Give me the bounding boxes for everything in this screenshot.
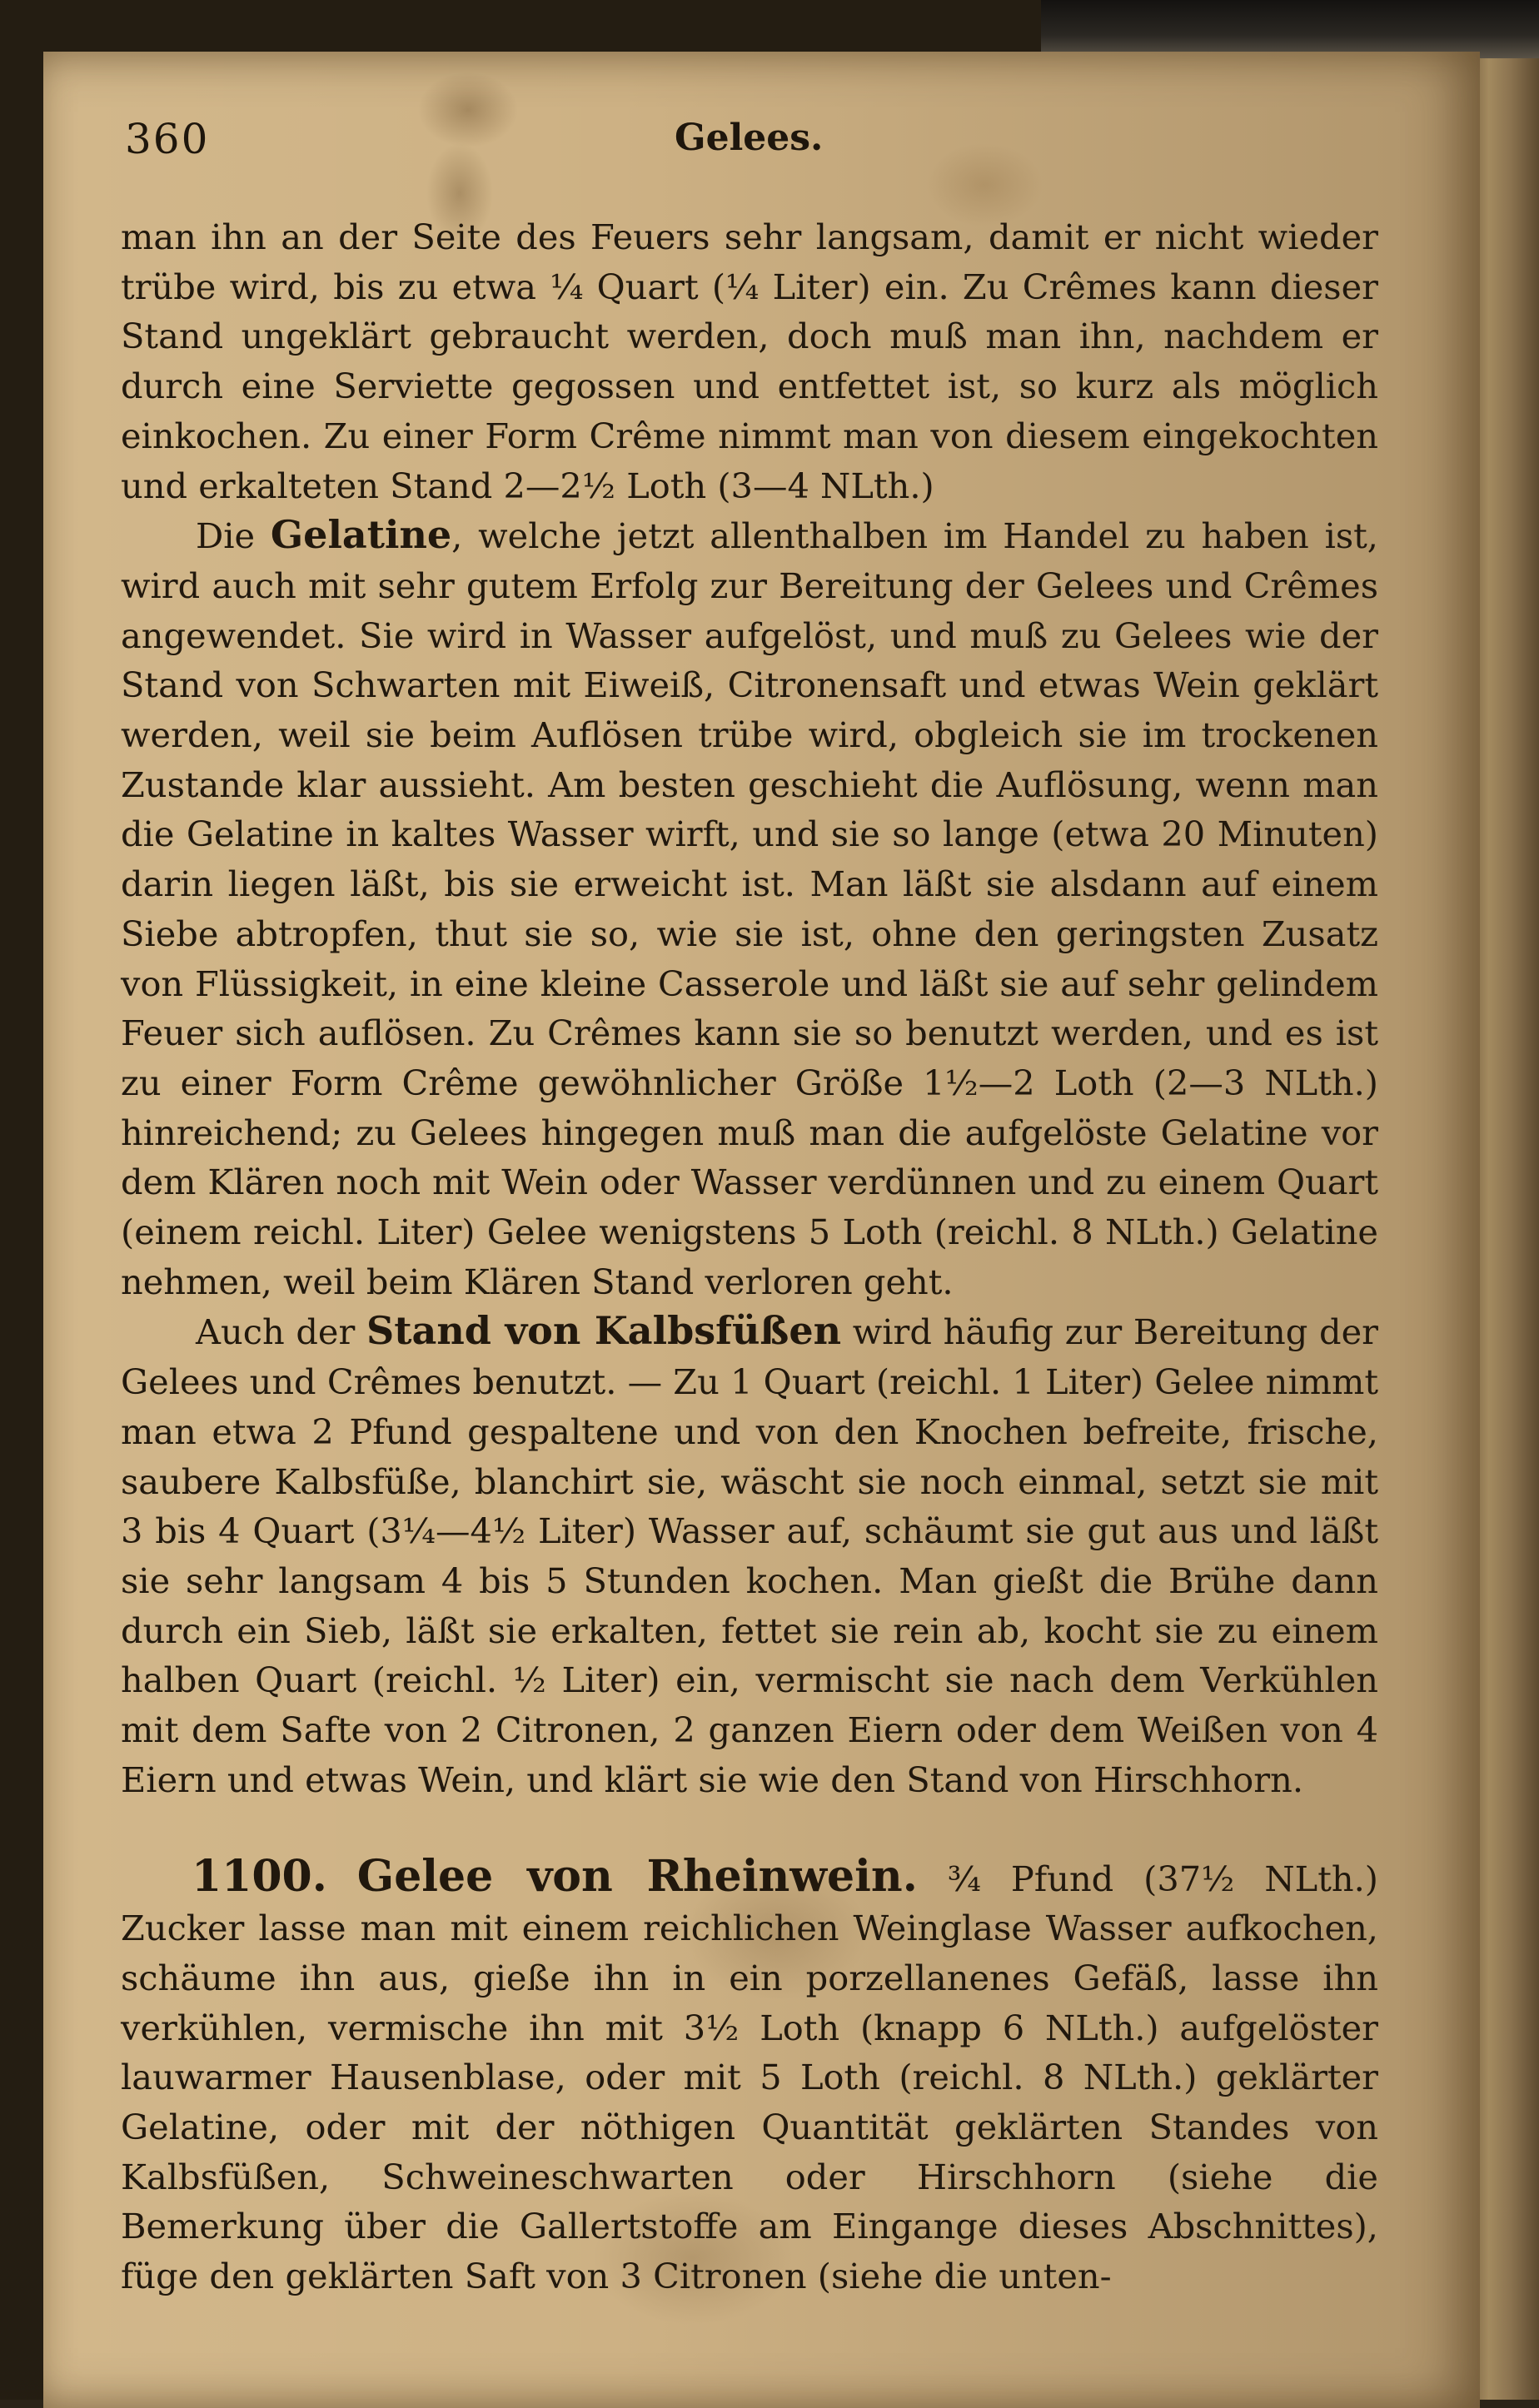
body-text (121, 212, 1378, 2301)
paragraph-kalbsfuesse-lead: Auch der (196, 1311, 367, 1353)
recipe-1100 (121, 1852, 1378, 2301)
paragraph-gelatine (121, 510, 1378, 1306)
keyword-stand-von-kalbsfuessen: Stand von Kalbsfüßen (366, 1308, 842, 1354)
recipe-number: 1100. (192, 1850, 327, 1902)
keyword-gelatine: Gelatine (270, 512, 452, 558)
paragraph-kalbsfuesse-body: wird häufig zur Bereitung der Gelees und Crêmes benutzt. — Zu 1 Quart (reichl. 1 Liter) Gelee nimmt man etwa 2 Pfund gespaltene und von den Knochen befreite, frische, saubere Kalbsfüße, blanchirt sie, wäscht sie noch einmal, setzt sie mit 3 bis 4 Quart (3¼—4½ Liter) Wasser auf, schäumt sie gut aus und läßt sie sehr langsam 4 bis 5 Stunden kochen. Man gießt die Brühe dann durch ein Sieb, läßt sie erkalten, fettet sie rein ab, kocht sie zu einem halben Quart (reichl. ½ Liter) ein, vermischt sie nach dem Verkühlen mit dem Safte von 2 Citronen, 2 ganzen Eiern oder dem Weißen von 4 Eiern und etwas Wein, und klärt sie wie den Stand von Hirschhorn. (121, 1311, 1379, 1800)
paragraph-continuation: man ihn an der Seite des Feuers sehr langsam, damit er nicht wieder trübe wird, bis zu etwa ¼ Quart (¼ Liter) ein. Zu Crêmes kann dieser Stand ungeklärt gebraucht werden, doch muß man ihn, nachdem er durch eine Serviette gegossen und entfettet ist, so kurz als möglich einkochen. Zu einer Form Crême nimmt man von diesem eingekochten und erkalteten Stand 2—2½ Loth (3—4 NLth.) (121, 216, 1378, 506)
page-header (125, 115, 1407, 173)
paragraph-gelatine-body: , welche jetzt allenthalben im Handel zu haben ist, wird auch mit sehr gutem Erfolg zur Bereitung der Gelees und Crêmes angewendet. Sie wird in Wasser aufgelöst, und muß zu Gelees wie der Stand von Schwarten mit Eiweiß, Citronensaft und etwas Wein geklärt werden, weil sie beim Auflösen trübe wird, obgleich sie im trockenen Zustande klar aussieht. Am besten geschieht die Auflösung, wenn man die Gelatine in kaltes Wasser wirft, und sie so lange (etwa 20 Minuten) darin liegen läßt, bis sie erweicht ist. Man läßt sie alsdann auf einem Siebe abtropfen, thut sie so, wie sie ist, ohne den geringsten Zusatz von Flüssigkeit, in eine kleine Casserole und läßt sie auf sehr gelindem Feuer sich auflösen. Zu Crêmes kann sie so benutzt werden, und es ist zu einer Form Crême gewöhnlicher Größe 1½—2 Loth (2—3 NLth.) hinreichend; zu Gelees hingegen muß man die aufgelöste Gelatine vor dem Klären noch mit Wein oder Wasser verdünnen und zu einem Quart (einem reichl. Liter) Gelee wenigstens 5 Loth (reichl. 8 NLth.) Gelatine nehmen, weil beim Klären Stand verloren geht. (121, 515, 1379, 1302)
page-number: 360 (125, 115, 210, 163)
paragraph-gelatine-lead: Die (196, 515, 271, 557)
book-spine-edge (1041, 0, 1539, 58)
running-title: Gelees. (675, 117, 824, 159)
recipe-text: ¾ Pfund (37½ NLth.) Zucker lasse man mit einem reichlichen Weinglase Wasser aufkochen, schäume ihn aus, gieße ihn in ein porzellanenes Gefäß, lasse ihn verkühlen, vermische ihn mit 3½ Loth (knapp 6 NLth.) aufgelöster lauwarmer Hausenblase, oder mit 5 Loth (reichl. 8 NLth.) geklärter Gelatine, oder mit der nöthigen Quantität geklärten Standes von Kalbsfüßen, Schweineschwarten oder Hirschhorn (siehe die Bemerkung über die Gallertstoffe am Eingange dieses Abschnittes), füge den geklärten Saft von 3 Citronen (siehe die unten- (121, 1858, 1378, 2297)
section-spacer (121, 1805, 1378, 1852)
paragraph-kalbsfuesse (121, 1306, 1378, 1804)
recipe-title: Gelee von Rheinwein. (356, 1850, 918, 1902)
